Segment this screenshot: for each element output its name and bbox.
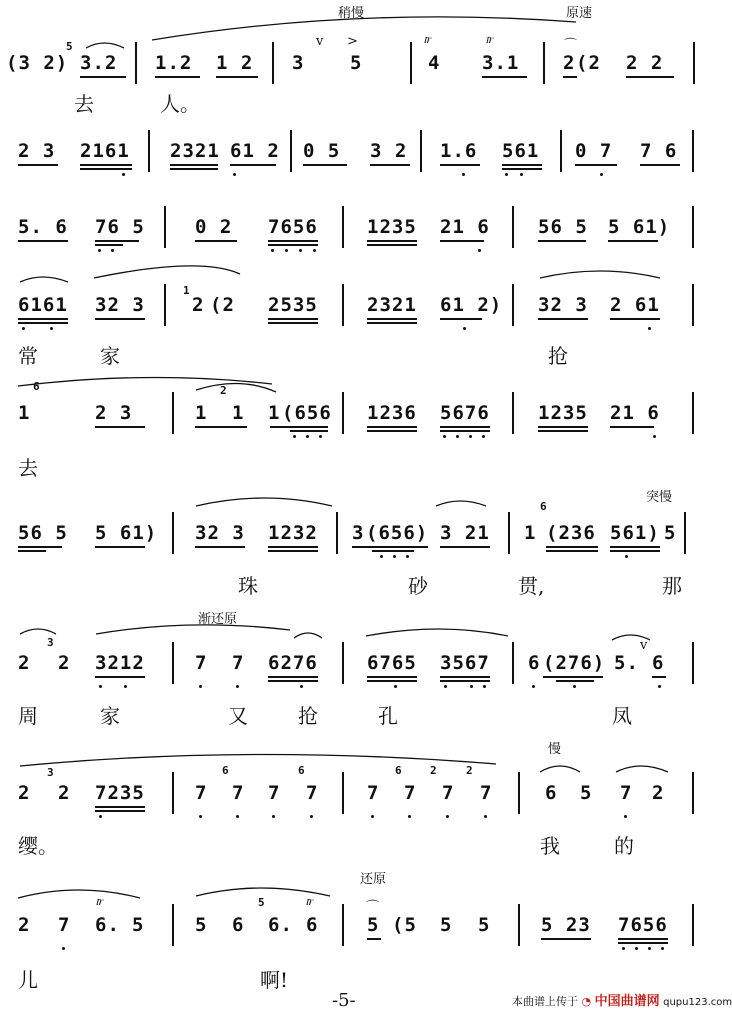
grace-note: 6 [33,380,40,393]
tempo-mark: 慢 [548,742,562,757]
grace-note: 6 [395,764,402,777]
note-group: 0 5 [303,140,341,162]
note-group: 2 61 [610,294,660,316]
barline [692,206,694,248]
note-group: 3.1 [482,52,520,74]
barline [336,512,338,554]
accent-mark: > [347,34,358,49]
note-group: 32 3 [538,294,588,316]
site-watermark[interactable] [512,990,732,1009]
barline [272,42,274,84]
barline [692,284,694,326]
tempo-mark: 渐还原 [198,612,238,627]
note-group: 32 3 [95,294,145,316]
note-group: 3 [292,52,305,74]
note-group: 3 21 [440,522,490,544]
barline [518,772,520,814]
note-group: 2 [18,652,31,674]
note-group: 6. [95,914,120,936]
grace-note: 2 [430,764,437,777]
lyric: 家 [100,344,120,368]
note-group: 7656 [268,216,318,238]
barline [342,206,344,248]
barline [692,772,694,814]
barline [692,392,694,434]
barline [684,512,686,554]
grace-note: 1 [183,284,190,297]
note-group: 5 [580,782,593,804]
lyric: 抢 [548,344,568,368]
note-group: 6 [528,652,541,674]
note-group: 5 [440,914,453,936]
note-group: 5 [195,914,208,936]
barline [342,392,344,434]
note-group: 3212 [95,652,145,674]
barline [172,642,174,684]
barline [410,42,412,84]
barline [172,772,174,814]
barline [693,42,695,84]
note-group: 2321 [367,294,417,316]
note-group: (2 [210,294,235,316]
grace-note: 2 [220,384,227,397]
note-group: 56 5 [538,216,588,238]
note-group: 6 [232,914,245,936]
barline [692,642,694,684]
lyric: 的 [614,834,634,858]
lyric: 去 [74,92,94,116]
note-group: (656) [366,522,429,544]
lyric: 周 [18,704,38,728]
note-group: 1235 [367,216,417,238]
grace-note: 2 [466,764,473,777]
note-group: (656 [282,402,332,424]
barline [172,512,174,554]
note-group: 5 [478,914,491,936]
grace-note: 3 [47,766,54,779]
lyric: 砂 [408,574,428,598]
barline [560,130,562,172]
trill-mark: 𝆖 [486,32,494,47]
lyric: 家 [100,704,120,728]
barline [135,42,137,84]
lyric: 去 [18,456,38,480]
grace-note: 6 [222,764,229,777]
barline [508,512,510,554]
note-group: 2 3 [95,402,133,424]
note-group: 2 [58,782,71,804]
lyric: 常 [18,344,38,368]
note-group: 7 6 [640,140,678,162]
trill-mark: 𝆖 [96,894,104,909]
note-group: 7 [442,782,455,804]
note-group: 1 2 [216,52,254,74]
lyric: 缨。 [18,834,58,858]
note-group: 1 [195,402,208,424]
note-group: 1 [18,402,31,424]
lyric: 人。 [160,92,200,116]
page-number: -5- [332,990,356,1011]
barline [512,392,514,434]
note-group: 5. [614,652,639,674]
trill-mark: 𝆖 [306,894,314,909]
lyric: 那 [662,574,682,598]
barline [692,130,694,172]
note-group: 76 5 [95,216,145,238]
note-group: 1.6 [440,140,478,162]
note-group: 21 6 [440,216,490,238]
note-group: 7 [268,782,281,804]
note-group: 2 2 [626,52,664,74]
note-group: (2 [576,52,601,74]
barline [692,904,694,946]
note-group: (276) [543,652,606,674]
note-group: 7 [620,782,633,804]
note-group: 7 [195,782,208,804]
note-group: (236 [546,522,596,544]
note-group: 1 [268,402,281,424]
barline [172,904,174,946]
barline [164,284,166,326]
note-group: 61 2) [440,294,503,316]
note-group: 6. [268,914,293,936]
note-group: 3567 [440,652,490,674]
barline [290,130,292,172]
tempo-mark: 稍慢 [338,6,365,21]
lyric: 孔 [378,704,398,728]
fermata-mark: ⌒ [366,900,380,915]
barline [512,284,514,326]
note-group: 2321 [170,140,220,162]
note-group: 6 [306,914,319,936]
note-group: 6 [652,652,665,674]
note-group: 3 [352,522,365,544]
note-group: 2 [563,52,576,74]
brand-domain: qupu123.com [663,997,732,1008]
note-group: 5676 [440,402,490,424]
lyric: 凤 [612,704,632,728]
note-group: 561) [610,522,660,544]
tempo-mark: 原速 [566,6,593,21]
note-group: 7 [58,914,71,936]
note-group: 6 [545,782,558,804]
breath-mark: v [640,638,648,653]
fermata-mark: ⌒ [564,38,578,53]
note-group: 7 [232,782,245,804]
logo-icon: ◔ [581,995,592,1008]
barline [512,642,514,684]
lyric: 又 [228,704,248,728]
trill-mark: 𝆖 [424,32,432,47]
note-group: 2 [192,294,205,316]
grace-note: 6 [540,500,547,513]
barline [342,642,344,684]
tempo-mark: 突慢 [646,490,673,505]
note-group: 1 [232,402,245,424]
lyric: 珠 [238,574,258,598]
barline [512,206,514,248]
note-group: 5. 6 [18,216,68,238]
note-group: 21 6 [610,402,660,424]
note-group: 5 [132,914,145,936]
note-group: (5 [392,914,417,936]
note-group: 1236 [367,402,417,424]
note-group: 5 61) [608,216,671,238]
note-group: 3 2 [370,140,408,162]
note-group: 7656 [618,914,668,936]
lyric: 我 [540,834,560,858]
barline [543,42,545,84]
barline [342,904,344,946]
note-group: 5 [664,522,677,544]
barline [342,284,344,326]
note-group: 1.2 [155,52,193,74]
note-group: 6765 [367,652,417,674]
note-group: 7 [306,782,319,804]
note-group: 56 5 [18,522,68,544]
note-group: 5 [367,914,380,936]
lyric: 抢 [298,704,318,728]
note-group: 2 [18,782,31,804]
grace-note: 5 [258,896,265,909]
note-group: 2535 [268,294,318,316]
brand-name: 中国曲谱网 [594,994,660,1009]
note-group: 61 2 [230,140,280,162]
note-group: 4 [428,52,441,74]
note-group: 7 [232,652,245,674]
note-group: 6276 [268,652,318,674]
note-group: 7 [367,782,380,804]
note-group: 3.2 [80,52,118,74]
note-group: 561 [502,140,540,162]
breath-mark: v [316,34,324,49]
note-group: 2 [58,652,71,674]
lyric: 啊! [260,968,289,992]
barline [148,130,150,172]
note-group: 5 [350,52,363,74]
grace-note: 5 [66,40,73,53]
note-group: 7 [480,782,493,804]
note-group: 7235 [95,782,145,804]
lyric: 儿 [18,968,38,992]
note-group: 0 7 [575,140,613,162]
note-group: 7 [404,782,417,804]
note-group: 0 2 [195,216,233,238]
note-group: 7 [195,652,208,674]
barline [342,772,344,814]
lyric: 贯, [518,574,545,598]
note-group: 5 61) [95,522,158,544]
barline [518,904,520,946]
note-group: 5 23 [541,914,591,936]
grace-note: 3 [47,636,54,649]
note-group: (3 2) [6,52,69,74]
tempo-mark: 还原 [360,872,387,887]
barline [420,130,422,172]
grace-note: 6 [298,764,305,777]
note-group: 1235 [538,402,588,424]
note-group: 2161 [80,140,130,162]
note-group: 6161 [18,294,68,316]
note-group: 2 [652,782,665,804]
upload-note: 本曲谱上传于 [512,995,578,1008]
barline [172,392,174,434]
barline [164,206,166,248]
note-group: 32 3 [195,522,245,544]
note-group: 2 3 [18,140,56,162]
note-group: 1232 [268,522,318,544]
note-group: 1 [524,522,537,544]
note-group: 2 [18,914,31,936]
